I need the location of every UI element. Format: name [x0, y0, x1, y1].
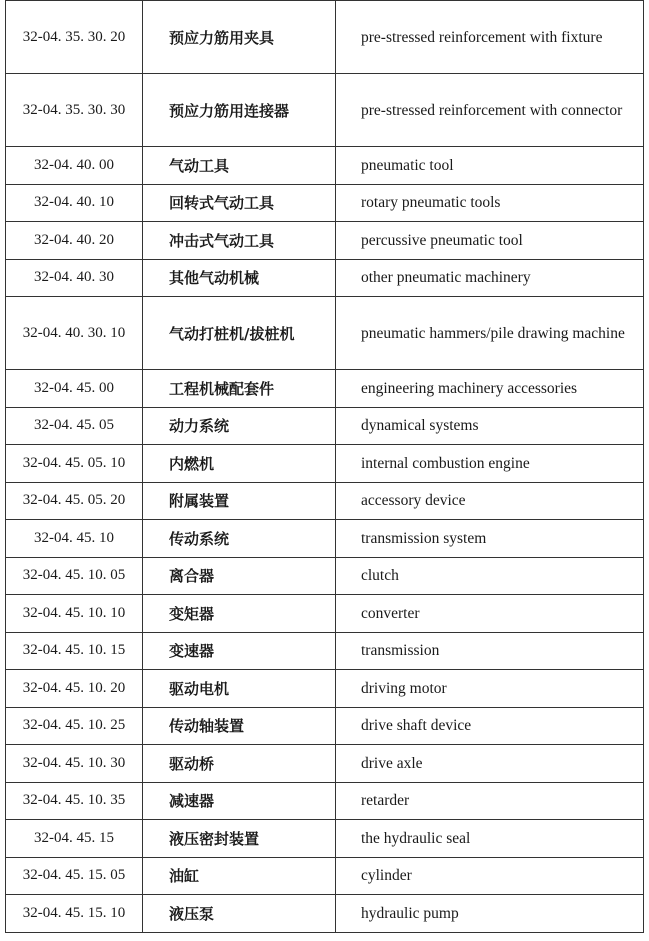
term-chinese: 附属装置	[143, 482, 336, 520]
term-english: other pneumatic machinery	[336, 259, 644, 297]
term-code: 32-04. 40. 30. 10	[6, 297, 143, 370]
table-row	[6, 820, 644, 858]
term-chinese: 气动工具	[143, 147, 336, 185]
term-english: dynamical systems	[336, 407, 644, 445]
term-english: percussive pneumatic tool	[336, 222, 644, 260]
table-row	[6, 632, 644, 670]
term-code: 32-04. 45. 10. 10	[6, 595, 143, 633]
term-english: pneumatic tool	[336, 147, 644, 185]
term-chinese: 其他气动机械	[143, 259, 336, 297]
term-chinese: 冲击式气动工具	[143, 222, 336, 260]
term-code: 32-04. 45. 05. 10	[6, 445, 143, 483]
table-row	[6, 557, 644, 595]
terminology-table-body	[6, 1, 644, 933]
term-english: engineering machinery accessories	[336, 370, 644, 408]
term-code: 32-04. 45. 10. 35	[6, 782, 143, 820]
terminology-table	[5, 0, 644, 933]
term-chinese: 变矩器	[143, 595, 336, 633]
term-chinese: 气动打桩机/拔桩机	[143, 297, 336, 370]
term-english: internal combustion engine	[336, 445, 644, 483]
term-code: 32-04. 45. 10. 05	[6, 557, 143, 595]
term-english: pre-stressed reinforcement with connector	[336, 74, 644, 147]
term-code: 32-04. 40. 00	[6, 147, 143, 185]
term-english: pneumatic hammers/pile drawing machine	[336, 297, 644, 370]
table-row	[6, 74, 644, 147]
term-code: 32-04. 40. 10	[6, 184, 143, 222]
term-english: retarder	[336, 782, 644, 820]
term-code: 32-04. 45. 10. 30	[6, 745, 143, 783]
term-english: converter	[336, 595, 644, 633]
term-code: 32-04. 45. 05. 20	[6, 482, 143, 520]
term-code: 32-04. 45. 15	[6, 820, 143, 858]
term-code: 32-04. 45. 10. 25	[6, 707, 143, 745]
term-chinese: 驱动电机	[143, 670, 336, 708]
term-english: accessory device	[336, 482, 644, 520]
term-english: drive axle	[336, 745, 644, 783]
term-chinese: 液压泵	[143, 895, 336, 933]
table-row	[6, 222, 644, 260]
term-english: cylinder	[336, 857, 644, 895]
term-chinese: 预应力筋用夹具	[143, 1, 336, 74]
table-row	[6, 670, 644, 708]
term-code: 32-04. 45. 10	[6, 520, 143, 558]
table-row	[6, 707, 644, 745]
term-chinese: 回转式气动工具	[143, 184, 336, 222]
term-chinese: 变速器	[143, 632, 336, 670]
term-english: transmission system	[336, 520, 644, 558]
term-english: clutch	[336, 557, 644, 595]
term-code: 32-04. 45. 10. 20	[6, 670, 143, 708]
term-chinese: 液压密封装置	[143, 820, 336, 858]
term-chinese: 传动轴装置	[143, 707, 336, 745]
term-chinese: 离合器	[143, 557, 336, 595]
term-english: rotary pneumatic tools	[336, 184, 644, 222]
table-row	[6, 445, 644, 483]
table-row	[6, 895, 644, 933]
table-row	[6, 782, 644, 820]
table-row	[6, 595, 644, 633]
term-code: 32-04. 40. 30	[6, 259, 143, 297]
table-row	[6, 857, 644, 895]
term-english: hydraulic pump	[336, 895, 644, 933]
term-code: 32-04. 45. 05	[6, 407, 143, 445]
table-row	[6, 745, 644, 783]
term-chinese: 工程机械配套件	[143, 370, 336, 408]
table-row	[6, 407, 644, 445]
term-code: 32-04. 40. 20	[6, 222, 143, 260]
term-chinese: 传动系统	[143, 520, 336, 558]
table-row	[6, 147, 644, 185]
term-english: the hydraulic seal	[336, 820, 644, 858]
term-chinese: 减速器	[143, 782, 336, 820]
term-code: 32-04. 35. 30. 20	[6, 1, 143, 74]
term-english: drive shaft device	[336, 707, 644, 745]
term-chinese: 预应力筋用连接器	[143, 74, 336, 147]
table-row	[6, 520, 644, 558]
term-code: 32-04. 45. 15. 05	[6, 857, 143, 895]
term-code: 32-04. 45. 10. 15	[6, 632, 143, 670]
term-chinese: 动力系统	[143, 407, 336, 445]
table-row	[6, 370, 644, 408]
term-chinese: 内燃机	[143, 445, 336, 483]
table-row	[6, 297, 644, 370]
term-english: pre-stressed reinforcement with fixture	[336, 1, 644, 74]
table-row	[6, 1, 644, 74]
term-chinese: 驱动桥	[143, 745, 336, 783]
term-chinese: 油缸	[143, 857, 336, 895]
table-row	[6, 259, 644, 297]
term-english: driving motor	[336, 670, 644, 708]
table-row	[6, 482, 644, 520]
table-row	[6, 184, 644, 222]
term-english: transmission	[336, 632, 644, 670]
term-code: 32-04. 45. 15. 10	[6, 895, 143, 933]
term-code: 32-04. 45. 00	[6, 370, 143, 408]
term-code: 32-04. 35. 30. 30	[6, 74, 143, 147]
